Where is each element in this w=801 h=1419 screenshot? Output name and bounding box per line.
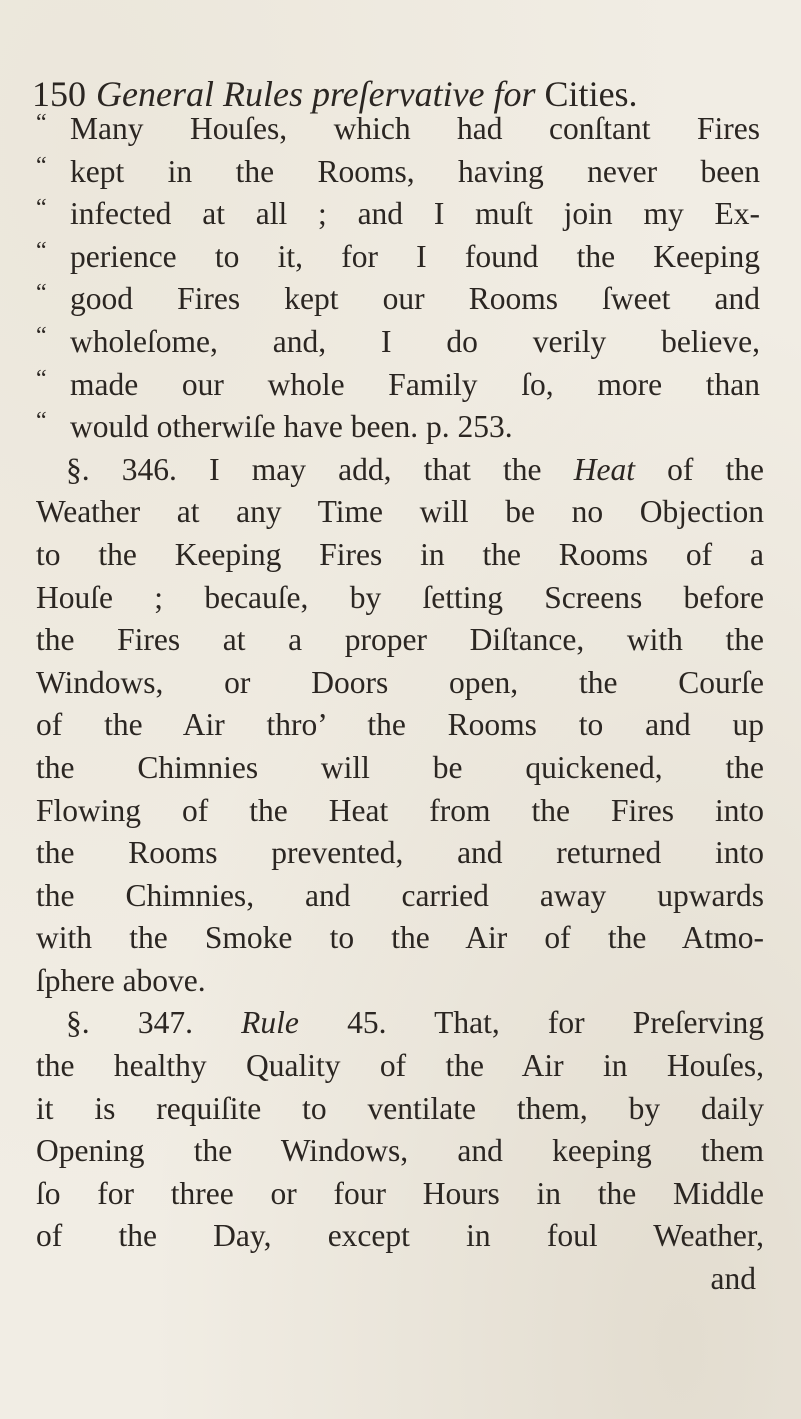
paragraph-line: the Chimnies, and carried away upwards [36,877,764,913]
quote-mark: “ [36,280,47,307]
page-number: 150 [32,74,86,114]
paragraph-line: the Fires at a proper Diſtance, with the [36,622,764,658]
quoted-line: “ would otherwiſe have been. p. 253. [36,408,513,445]
paragraph-line: of the Air thro’ the Rooms to and up [36,707,764,743]
paragraph-line: Weather at any Time will be no Objection [36,494,764,530]
quoted-line: “ perience to it, for I found the Keeping [36,237,760,274]
paragraph-line: it is requiſite to ventilate them, by daily [36,1090,764,1126]
quote-mark: “ [36,408,47,435]
quote-mark: “ [36,110,47,136]
paragraph-line: §. 347. Rule 45. That, for Preſerving [66,1005,765,1041]
paragraph-line: Windows, or Doors open, the Courſe [36,664,764,700]
quoted-passage [36,108,764,449]
paragraph-line: Opening the Windows, and keeping them [36,1133,764,1169]
quoted-line: “ infected at all ; and I muſt join my Ex- [36,195,760,232]
quote-mark: “ [36,152,47,179]
paragraph-line: the healthy Quality of the Air in Houſes, [36,1048,764,1084]
quoted-line: “ made our whole Family ſo, more than [36,365,760,402]
paragraph-347 [36,1002,764,1300]
paragraph-line: the Rooms prevented, and returned into [36,835,764,871]
quote-mark: “ [36,237,47,264]
paragraph-line: Flowing of the Heat from the Fires into [36,792,764,828]
running-title-italic: General Rules preſervative for [96,74,536,114]
paragraph-line: of the Day, except in foul Weather, [36,1218,764,1254]
paragraph-line: ſphere above. [36,962,206,998]
paragraph-346 [36,449,764,1003]
catchword: and [710,1261,756,1297]
paragraph-line: Houſe ; becauſe, by ſetting Screens before [36,579,764,615]
paragraph-line: with the Smoke to the Air of the Atmo- [36,920,764,956]
paragraph-line: §. 346. I may add, that the Heat of the [66,451,765,487]
quote-mark: “ [36,322,47,349]
paragraph-line: the Chimnies will be quickened, the [36,749,764,785]
quoted-line: “ Many Houſes, which had conſtant Fires [36,110,760,146]
quoted-line: “ kept in the Rooms, having never been [36,152,760,189]
quoted-line: “ wholeſome, and, I do verily believe, [36,322,760,359]
body-text [36,108,764,1301]
quote-mark: “ [36,195,47,222]
running-title-roman: Cities. [544,74,638,114]
paragraph-line: to the Keeping Fires in the Rooms of a [36,536,764,572]
paragraph-line: ſo for three or four Hours in the Middle [36,1175,764,1211]
quote-mark: “ [36,365,47,392]
quoted-line: “ good Fires kept our Rooms ſweet and [36,280,760,317]
